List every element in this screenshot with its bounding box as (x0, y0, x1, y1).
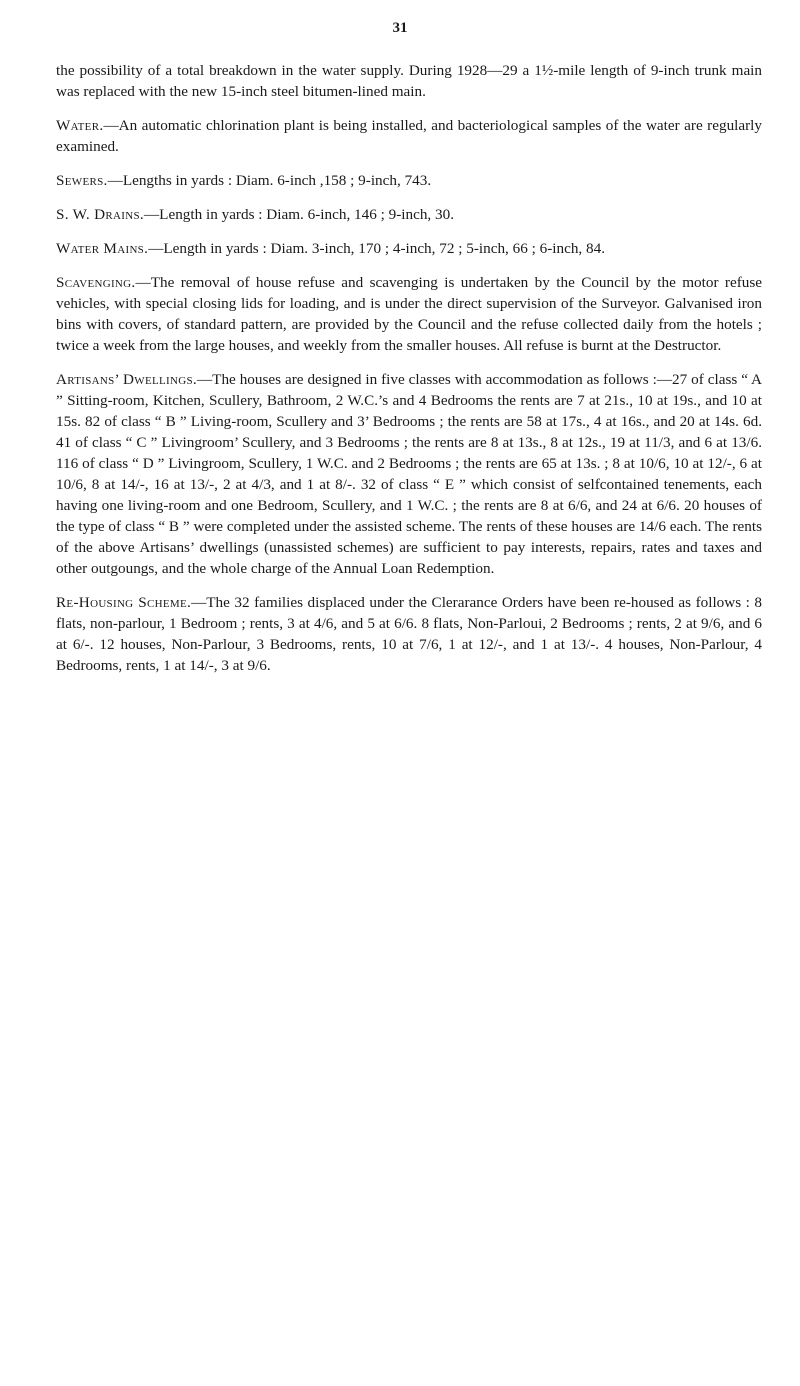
paragraph-sw-drains (56, 204, 762, 225)
paragraph-text: —An automatic chlorination plant is being installed, and bacteriological samples of the water are regularly examined. (56, 117, 762, 155)
paragraph-sewers (56, 170, 762, 191)
section-heading-water: Water. (56, 117, 104, 134)
paragraph-text: —Length in yards : Diam. 6-inch, 146 ; 9-inch, 30. (143, 206, 455, 223)
paragraph-text: —The 32 families displaced under the Clerarance Orders have been re-housed as follows : 8 flats, non-parlour, 1 Bedroom ; rents, 3 at 4/6, and 5 at 6/6. 8 flats, Non-Parloui, 2 Bedrooms ; rents, 2 at 9/6, and 6 at 6/-. 12 houses, Non-Parlour, 3 Bedrooms, rents, 10 at 7/6, 1 at 12/-, and 1 at 13/-. 4 houses, Non-Parlour, 4 Bedrooms, rents, 1 at 14/-, 3 at 9/6. (56, 594, 762, 674)
section-heading-artisans-dwellings: Artisans’ Dwellings. (56, 371, 197, 388)
paragraph-text: —The houses are designed in five classes with accommodation as follows :—27 of class “ A ” Sitting-room, Kitchen, Scullery, Bathroom, 2 W.C.’s and 4 Bedrooms the rents are 7 at 21s., 10 at 19s., and 10 at 15s. 82 of class “ B ” Living-room, Scullery and 3’ Bedrooms ; the rents are 58 at 17s., 4 at 16s., and 20 at 14s. 6d. 41 of class “ C ” Livingroom’ Scullery, and 3 Bedrooms ; the rents are 8 at 13s., 8 at 12s., 19 at 11/3, and 6 at 13/6. 116 of class “ D ” Livingroom, Scullery, 1 W.C. and 2 Bedrooms ; the rents are 65 at 13s. ; 8 at 10/6, 10 at 12/-, 6 at 10/6, 8 at 14/-, 16 at 13/-, 2 at 4/3, and 1 at 8/-. 32 of class “ E ” which consist of selfcontained tenements, each having one living-room and one Bedroom, Scullery, and 1 W.C. ; the rents are 8 at 6/6, and 24 at 6/6. 20 houses of the type of class “ B ” were completed under the assisted scheme. The rents of these houses are 14/6 each. The rents of the above Artisans’ dwellings (unassisted schemes) are sufficient to pay interests, repairs, rates and taxes and other outgoungs, and the whole charge of the Annual Loan Redemption. (56, 371, 762, 577)
section-heading-scavenging: Scavenging. (56, 274, 136, 291)
section-heading-sw-drains: S. W. Drains. (56, 206, 144, 223)
page-number: 31 (392, 20, 408, 36)
paragraph-text: the possibility of a total breakdown in the water supply. During 1928—29 a 1½-mile length of 9-inch trunk main was replaced with the new 15-inch steel bitumen-lined main. (56, 62, 762, 100)
paragraph-artisans-dwellings (56, 369, 762, 579)
section-heading-sewers: Sewers. (56, 172, 108, 189)
section-heading-water-mains: Water Mains. (56, 240, 149, 257)
section-heading-re-housing-scheme: Re-Housing Scheme. (56, 594, 192, 611)
paragraph-water-supply-continuation (56, 60, 762, 102)
paragraph-text: —Length in yards : Diam. 3-inch, 170 ; 4-inch, 72 ; 5-inch, 66 ; 6-inch, 84. (148, 240, 606, 257)
paragraph-re-housing-scheme (56, 592, 762, 676)
paragraph-text: —Lengths in yards : Diam. 6-inch ,158 ; 9-inch, 743. (107, 172, 432, 189)
paragraph-scavenging (56, 272, 762, 356)
paragraph-water-mains (56, 238, 762, 259)
paragraph-text: —The removal of house refuse and scavenging is undertaken by the Council by the motor refuse vehicles, with special closing lids for loading, and is under the direct supervision of the Surveyor. Galvanised iron bins with covers, of standard pattern, are provided by the Council and the refuse collected daily from the hotels ; twice a week from the large houses, and weekly from the smaller houses. All refuse is burnt at the Destructor. (56, 274, 762, 354)
document-body (56, 60, 762, 689)
paragraph-water (56, 115, 762, 157)
